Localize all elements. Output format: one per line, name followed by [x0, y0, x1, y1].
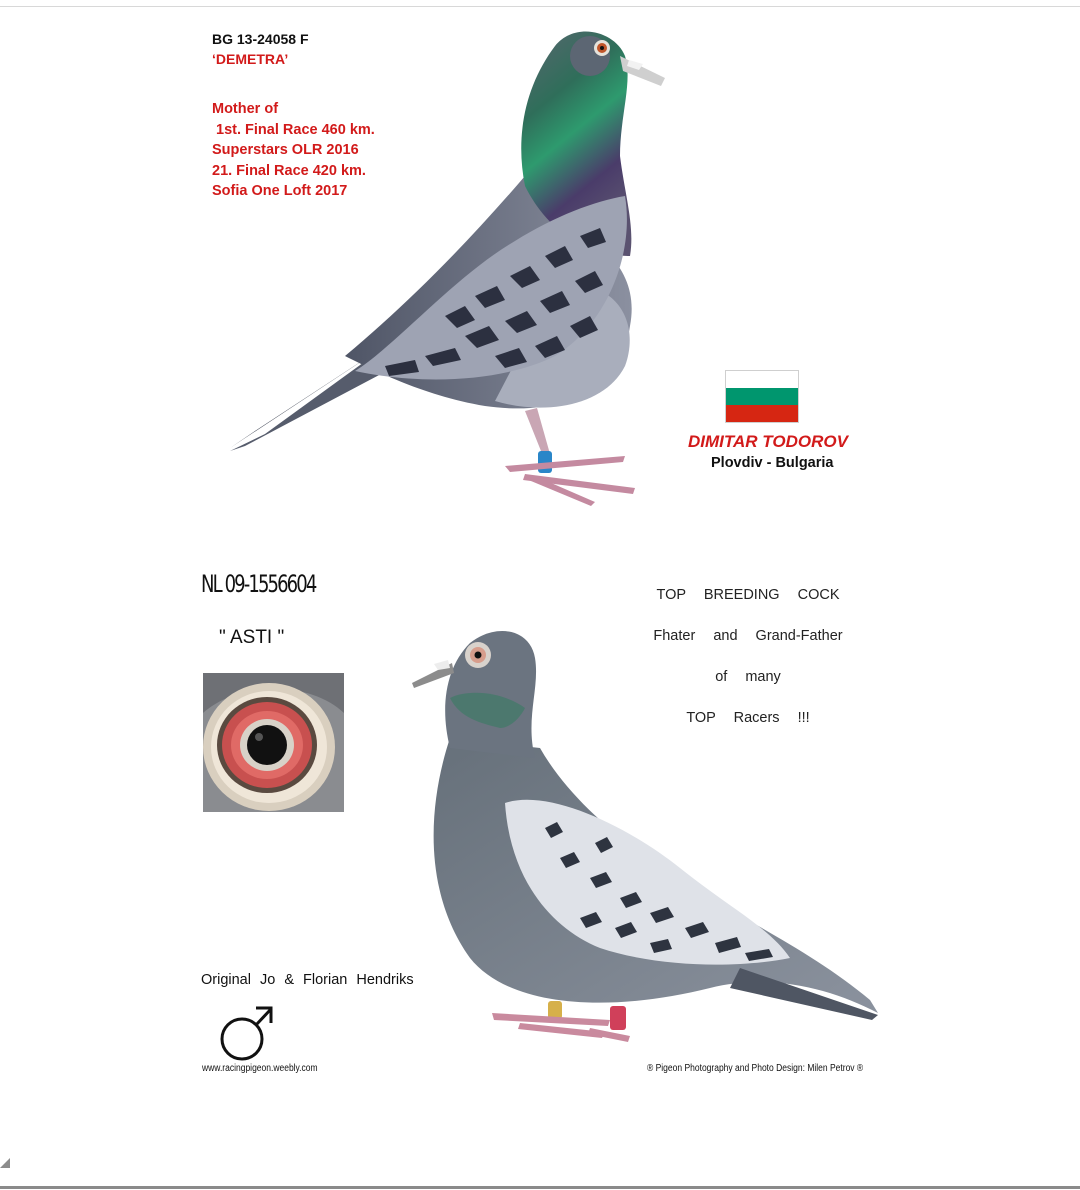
breeder-name: DIMITAR TODOROV	[688, 432, 848, 451]
flag-stripe-green	[726, 388, 798, 405]
promo-line: of many	[715, 669, 781, 685]
website-link[interactable]: www.racingpigeon.weebly.com	[202, 1063, 318, 1074]
top-pigeon-name: ‘DEMETRA’	[212, 51, 289, 67]
achievement-line: Mother of	[212, 101, 279, 117]
bulgaria-flag-icon	[725, 370, 799, 423]
top-pigeon-photo	[225, 26, 675, 512]
breeder-location: Plovdiv - Bulgaria	[711, 455, 834, 471]
achievement-line: Sofia One Loft 2017	[212, 183, 348, 199]
achievement-line: Superstars OLR 2016	[212, 142, 359, 158]
corner-mark-icon	[0, 1158, 10, 1168]
photo-credit: ® Pigeon Photography and Photo Design: Milen Petrov ®	[647, 1063, 864, 1074]
origin-text: Original Jo & Florian Hendriks	[201, 972, 414, 988]
achievement-line: 1st. Final Race 460 km.	[212, 121, 375, 138]
achievement-line: 21. Final Race 420 km.	[212, 162, 366, 179]
promo-line: Fhater and Grand-Father	[653, 628, 843, 644]
promo-text	[598, 575, 898, 739]
flag-stripe-red	[726, 405, 798, 422]
male-symbol-icon	[218, 1003, 274, 1061]
eye-closeup-photo	[203, 673, 344, 812]
top-divider	[0, 6, 1080, 7]
promo-line: TOP BREEDING COCK	[656, 587, 840, 603]
flag-stripe-white	[726, 371, 798, 388]
bottom-divider	[0, 1186, 1080, 1189]
bottom-ring-number: NL 09-1556604	[201, 570, 316, 598]
top-ring-number: BG 13-24058 F	[212, 31, 309, 47]
promo-line: TOP Racers !!!	[686, 710, 810, 726]
bottom-pigeon-name: " ASTI "	[219, 627, 285, 648]
